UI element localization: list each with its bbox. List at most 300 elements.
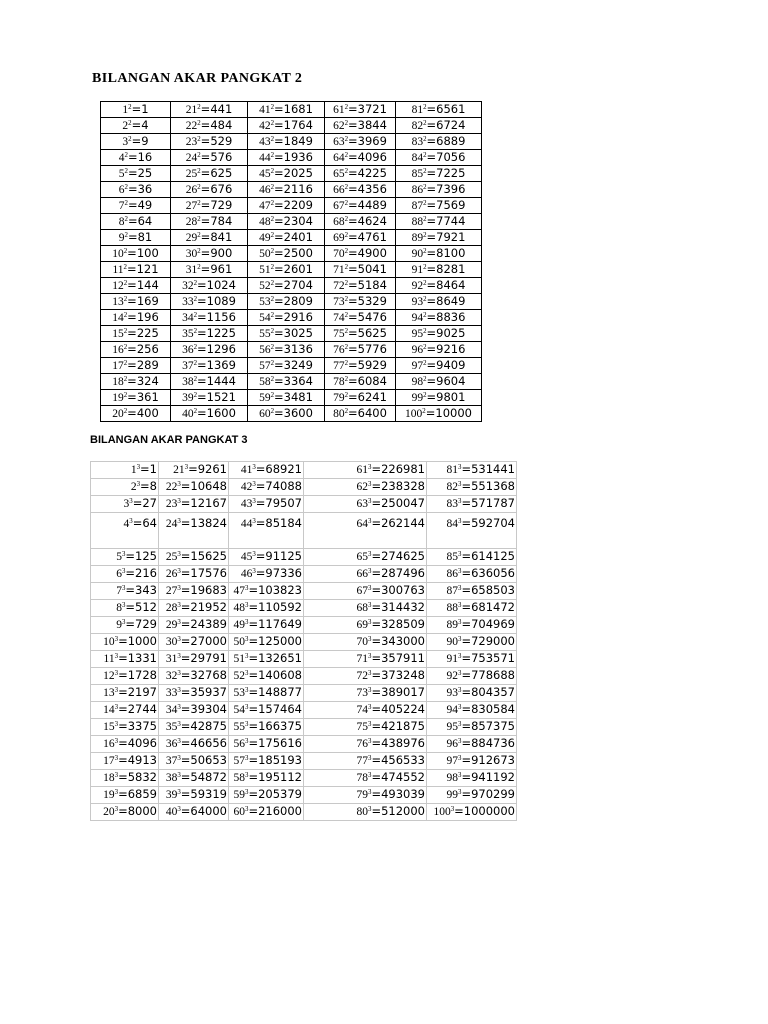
table-cell xyxy=(229,685,304,702)
table-cell xyxy=(101,214,171,230)
cell-equals: = xyxy=(348,358,358,372)
cell-exponent: 3 xyxy=(458,755,462,763)
cell-result: 474552 xyxy=(381,770,425,784)
cell-exponent: 3 xyxy=(136,464,141,472)
cell-exponent: 3 xyxy=(177,636,181,644)
cell-result: 238328 xyxy=(381,479,425,493)
cell-equals: = xyxy=(131,134,142,148)
cell-equals: = xyxy=(371,719,382,733)
cell-base: 13 xyxy=(112,296,124,308)
cell-base: 8 xyxy=(116,602,122,614)
cell-base: 42 xyxy=(259,120,271,132)
table-cell xyxy=(171,342,248,358)
cell-base: 13 xyxy=(103,687,115,699)
cell-equals: = xyxy=(426,278,437,292)
cell-base: 78 xyxy=(333,376,345,388)
cell-equals: = xyxy=(371,753,382,767)
cell-base: 28 xyxy=(185,216,198,228)
cell-result: 614125 xyxy=(471,549,515,563)
cell-result: 5476 xyxy=(357,310,387,324)
table-cell xyxy=(396,310,482,326)
cell-base: 20 xyxy=(103,806,115,818)
cell-base: 51 xyxy=(259,264,271,276)
table-cell xyxy=(396,182,482,198)
cell-exponent: 3 xyxy=(368,636,372,644)
cell-equals: = xyxy=(348,406,358,420)
cell-result: 4761 xyxy=(357,230,387,244)
cell-equals: = xyxy=(461,702,472,716)
cell-result: 3844 xyxy=(357,118,387,132)
cell-result: 1681 xyxy=(283,102,313,116)
cell-base: 82 xyxy=(446,481,458,493)
cell-base: 46 xyxy=(240,568,253,580)
table-cell xyxy=(427,462,517,479)
cell-result: 17576 xyxy=(190,566,227,580)
cell-equals: = xyxy=(125,583,136,597)
cell-result: 592704 xyxy=(471,516,515,530)
table-cell xyxy=(159,600,229,617)
table-cell xyxy=(101,230,171,246)
table-cell xyxy=(427,685,517,702)
table-cell xyxy=(101,102,171,118)
cell-base: 30 xyxy=(165,636,178,648)
cell-exponent: 2 xyxy=(123,296,128,304)
cell-base: 36 xyxy=(182,344,194,356)
cell-equals: = xyxy=(200,134,211,148)
cell-result: 2401 xyxy=(283,230,313,244)
cell-exponent: 3 xyxy=(121,551,126,559)
cell-exponent: 3 xyxy=(177,653,181,661)
cell-equals: = xyxy=(426,358,437,372)
cell-result: 5329 xyxy=(357,294,387,308)
cell-base: 74 xyxy=(333,312,345,324)
table-cell xyxy=(427,787,517,804)
cell-equals: = xyxy=(348,150,358,164)
cell-result: 64000 xyxy=(190,804,227,818)
cell-result: 148877 xyxy=(258,685,302,699)
cell-exponent: 3 xyxy=(245,585,249,593)
cell-equals: = xyxy=(426,166,437,180)
cell-result: 3364 xyxy=(283,374,313,388)
cell-result: 314432 xyxy=(381,600,425,614)
table2-title: BILANGAN AKAR PANGKAT 3 xyxy=(90,434,248,446)
cell-base: 3 xyxy=(122,136,129,148)
cell-base: 64 xyxy=(356,518,368,530)
cell-base: 6 xyxy=(118,184,125,196)
cell-result: 3600 xyxy=(283,406,313,420)
cell-base: 3 xyxy=(123,498,130,510)
cell-result: 175616 xyxy=(258,736,302,750)
table-cell xyxy=(229,804,304,821)
cell-exponent: 2 xyxy=(344,184,349,192)
cell-exponent: 2 xyxy=(344,408,349,416)
table-row xyxy=(91,462,517,479)
cell-exponent: 2 xyxy=(270,152,275,160)
cell-result: 5929 xyxy=(357,358,387,372)
cell-exponent: 2 xyxy=(344,360,349,368)
table-cell xyxy=(325,118,396,134)
table-cell xyxy=(171,294,248,310)
cell-equals: = xyxy=(126,262,137,276)
table-cell xyxy=(91,496,159,513)
cell-result: 300763 xyxy=(381,583,425,597)
cell-equals: = xyxy=(180,479,191,493)
cell-exponent: 2 xyxy=(423,376,427,384)
cell-exponent: 2 xyxy=(270,104,275,112)
cell-base: 54 xyxy=(233,704,245,716)
cell-equals: = xyxy=(180,753,191,767)
cell-base: 37 xyxy=(165,755,178,767)
cell-equals: = xyxy=(461,617,472,631)
cell-base: 47 xyxy=(259,200,271,212)
cell-exponent: 2 xyxy=(128,136,132,144)
table-cell xyxy=(91,804,159,821)
cell-base: 97 xyxy=(446,755,458,767)
cell-result: 551368 xyxy=(471,479,515,493)
cell-result: 441 xyxy=(210,102,233,116)
cell-result: 571787 xyxy=(471,496,515,510)
cell-exponent: 3 xyxy=(121,568,126,576)
cell-exponent: 3 xyxy=(245,772,249,780)
cell-equals: = xyxy=(200,166,211,180)
cell-base: 10 xyxy=(103,636,115,648)
cell-equals: = xyxy=(274,134,284,148)
cell-equals: = xyxy=(118,668,128,682)
cell-result: 373248 xyxy=(381,668,425,682)
table-cell xyxy=(248,118,325,134)
cell-exponent: 2 xyxy=(193,280,198,288)
cell-base: 67 xyxy=(333,200,345,212)
table-cell xyxy=(229,702,304,719)
cell-result: 185193 xyxy=(258,753,302,767)
cell-equals: = xyxy=(118,753,128,767)
cell-base: 100 xyxy=(433,806,451,818)
cell-result: 166375 xyxy=(258,719,302,733)
cell-equals: = xyxy=(127,166,138,180)
table-cell xyxy=(248,182,325,198)
table-cell xyxy=(91,617,159,634)
cell-base: 79 xyxy=(333,392,345,404)
cell-equals: = xyxy=(274,246,284,260)
cell-exponent: 3 xyxy=(252,498,256,506)
cell-equals: = xyxy=(348,310,358,324)
cell-base: 4 xyxy=(123,518,130,530)
cell-equals: = xyxy=(200,182,211,196)
cell-equals: = xyxy=(371,668,382,682)
cell-result: 54872 xyxy=(190,770,227,784)
cell-result: 287496 xyxy=(381,566,425,580)
cell-equals: = xyxy=(348,262,358,276)
cell-exponent: 2 xyxy=(197,152,201,160)
cell-exponent: 3 xyxy=(245,602,249,610)
cell-result: 2197 xyxy=(127,685,157,699)
cell-exponent: 2 xyxy=(270,360,275,368)
cell-base: 24 xyxy=(165,518,178,530)
cell-equals: = xyxy=(255,549,266,563)
cell-result: 81 xyxy=(137,230,153,244)
cell-equals: = xyxy=(426,118,437,132)
cell-base: 83 xyxy=(411,136,424,148)
cell-base: 67 xyxy=(356,585,368,597)
table-cell xyxy=(159,513,229,549)
table-cell xyxy=(304,600,427,617)
cell-base: 43 xyxy=(240,498,253,510)
cell-base: 14 xyxy=(112,312,124,324)
table-cell xyxy=(229,617,304,634)
cell-equals: = xyxy=(197,294,207,308)
cell-exponent: 2 xyxy=(270,408,275,416)
cell-equals: = xyxy=(200,230,211,244)
cell-exponent: 3 xyxy=(368,670,372,678)
cell-base: 61 xyxy=(333,104,345,116)
cell-exponent: 3 xyxy=(368,721,372,729)
cell-base: 55 xyxy=(233,721,245,733)
table-cell xyxy=(159,617,229,634)
cell-base: 68 xyxy=(356,602,368,614)
cell-result: 39304 xyxy=(190,702,227,716)
cell-equals: = xyxy=(197,390,207,404)
cell-equals: = xyxy=(180,668,191,682)
table-cell xyxy=(248,246,325,262)
cell-base: 9 xyxy=(118,232,125,244)
cell-base: 85 xyxy=(411,168,424,180)
cell-result: 32768 xyxy=(190,668,227,682)
cell-equals: = xyxy=(125,600,136,614)
cell-equals: = xyxy=(426,198,437,212)
cell-base: 63 xyxy=(333,136,345,148)
table-cell xyxy=(248,374,325,390)
table-cell xyxy=(171,246,248,262)
cell-exponent: 3 xyxy=(458,738,462,746)
cell-result: 4225 xyxy=(357,166,387,180)
cell-exponent: 3 xyxy=(177,602,181,610)
cell-base: 68 xyxy=(333,216,345,228)
cell-result: 658503 xyxy=(471,583,515,597)
cell-equals: = xyxy=(454,804,464,818)
table-row xyxy=(101,390,482,406)
cell-equals: = xyxy=(200,214,211,228)
cell-result: 1000000 xyxy=(463,804,515,818)
table-cell xyxy=(159,770,229,787)
cell-base: 80 xyxy=(333,408,345,420)
cell-base: 19 xyxy=(112,392,124,404)
cell-base: 69 xyxy=(356,619,368,631)
cell-equals: = xyxy=(132,496,143,510)
cell-equals: = xyxy=(426,230,437,244)
cell-result: 35937 xyxy=(190,685,227,699)
cell-result: 4489 xyxy=(357,198,387,212)
cell-result: 24389 xyxy=(190,617,227,631)
cell-equals: = xyxy=(248,685,259,699)
table-cell xyxy=(396,406,482,422)
cell-exponent: 3 xyxy=(368,653,372,661)
table-cell xyxy=(396,262,482,278)
table-cell xyxy=(325,262,396,278)
cell-exponent: 2 xyxy=(123,344,128,352)
cell-exponent: 3 xyxy=(114,721,119,729)
cell-equals: = xyxy=(197,278,207,292)
cell-exponent: 3 xyxy=(245,670,249,678)
cell-exponent: 2 xyxy=(423,280,427,288)
cell-equals: = xyxy=(348,374,358,388)
cell-result: 8464 xyxy=(436,278,466,292)
cell-result: 529 xyxy=(210,134,233,148)
cell-base: 74 xyxy=(356,704,368,716)
cell-equals: = xyxy=(140,479,150,493)
table-row xyxy=(91,702,517,719)
cell-result: 1 xyxy=(141,102,149,116)
cell-exponent: 3 xyxy=(458,464,462,472)
table-cell xyxy=(396,358,482,374)
table-cell xyxy=(248,230,325,246)
cell-exponent: 2 xyxy=(123,360,128,368)
cell-base: 91 xyxy=(411,264,424,276)
cell-equals: = xyxy=(127,310,137,324)
table-cell xyxy=(159,787,229,804)
table-cell xyxy=(304,804,427,821)
cell-base: 59 xyxy=(233,789,245,801)
cell-base: 82 xyxy=(411,120,424,132)
cell-exponent: 2 xyxy=(123,376,128,384)
cell-equals: = xyxy=(248,583,259,597)
table-cell xyxy=(91,513,159,549)
cell-exponent: 3 xyxy=(458,481,462,489)
cell-base: 50 xyxy=(259,248,271,260)
cell-result: 144 xyxy=(136,278,159,292)
cell-result: 438976 xyxy=(381,736,425,750)
table-row xyxy=(91,513,517,549)
cell-result: 681472 xyxy=(471,600,515,614)
cell-base: 19 xyxy=(103,789,115,801)
cell-exponent: 3 xyxy=(458,551,462,559)
cell-base: 58 xyxy=(259,376,271,388)
table-cell xyxy=(229,770,304,787)
cell-result: 64 xyxy=(137,214,153,228)
cell-result: 4096 xyxy=(127,736,157,750)
cell-exponent: 3 xyxy=(252,518,256,526)
cell-equals: = xyxy=(426,102,437,116)
cell-exponent: 2 xyxy=(123,408,128,416)
cell-base: 51 xyxy=(233,653,245,665)
table-cell xyxy=(91,736,159,753)
table-cell xyxy=(101,406,171,422)
cell-exponent: 2 xyxy=(270,328,275,336)
cell-base: 35 xyxy=(165,721,178,733)
table-cell xyxy=(427,583,517,600)
cell-exponent: 2 xyxy=(270,120,275,128)
cell-exponent: 3 xyxy=(177,755,181,763)
cubes-table xyxy=(90,461,517,821)
cell-exponent: 2 xyxy=(344,216,349,224)
cell-equals: = xyxy=(274,262,284,276)
cell-equals: = xyxy=(197,326,207,340)
cell-equals: = xyxy=(371,516,382,530)
cell-equals: = xyxy=(125,549,136,563)
cell-base: 97 xyxy=(411,360,424,372)
cell-equals: = xyxy=(274,406,284,420)
table-cell xyxy=(171,214,248,230)
cell-equals: = xyxy=(371,549,382,563)
table-row xyxy=(101,102,482,118)
cell-equals: = xyxy=(371,462,382,476)
cell-equals: = xyxy=(371,685,382,699)
table-cell xyxy=(229,736,304,753)
table-row xyxy=(91,566,517,583)
cell-result: 110592 xyxy=(258,600,302,614)
cell-equals: = xyxy=(180,685,191,699)
cell-base: 18 xyxy=(112,376,124,388)
cell-exponent: 3 xyxy=(450,806,455,814)
cell-exponent: 3 xyxy=(368,704,372,712)
cell-exponent: 2 xyxy=(193,296,198,304)
cell-base: 94 xyxy=(411,312,424,324)
cell-exponent: 3 xyxy=(368,772,372,780)
cell-equals: = xyxy=(248,719,259,733)
table-cell xyxy=(91,600,159,617)
cell-exponent: 2 xyxy=(193,392,198,400)
cell-result: 8100 xyxy=(436,246,466,260)
table-cell xyxy=(325,246,396,262)
cell-base: 10 xyxy=(112,248,124,260)
cell-result: 400 xyxy=(136,406,159,420)
table-cell xyxy=(248,310,325,326)
cell-result: 1764 xyxy=(283,118,313,132)
cell-equals: = xyxy=(348,294,358,308)
cell-equals: = xyxy=(371,566,382,580)
cell-result: 2209 xyxy=(283,198,313,212)
cell-equals: = xyxy=(461,685,472,699)
cell-exponent: 3 xyxy=(177,721,181,729)
cell-result: 8281 xyxy=(436,262,466,276)
cell-result: 85184 xyxy=(265,516,302,530)
table-row xyxy=(91,600,517,617)
cell-equals: = xyxy=(197,406,207,420)
cell-result: 289 xyxy=(136,358,159,372)
cell-equals: = xyxy=(461,668,472,682)
cell-result: 3249 xyxy=(283,358,313,372)
cell-base: 34 xyxy=(165,704,178,716)
table-cell xyxy=(229,479,304,496)
cell-result: 357911 xyxy=(381,651,425,665)
table-cell xyxy=(427,566,517,583)
cell-exponent: 2 xyxy=(124,232,128,240)
table-cell xyxy=(91,753,159,770)
table-cell xyxy=(325,374,396,390)
cell-result: 2916 xyxy=(283,310,313,324)
table-row xyxy=(101,262,482,278)
cell-equals: = xyxy=(248,770,259,784)
cell-base: 84 xyxy=(411,152,424,164)
table-cell xyxy=(396,102,482,118)
table1-title: BILANGAN AKAR PANGKAT 2 xyxy=(92,71,303,86)
table-cell xyxy=(101,278,171,294)
cell-result: 729 xyxy=(135,617,157,631)
cell-equals: = xyxy=(248,702,259,716)
table-row xyxy=(91,617,517,634)
table-row xyxy=(101,230,482,246)
cell-base: 76 xyxy=(356,738,368,750)
cell-equals: = xyxy=(180,549,191,563)
table-cell xyxy=(248,166,325,182)
cell-base: 57 xyxy=(233,755,245,767)
cell-exponent: 3 xyxy=(245,636,249,644)
cell-equals: = xyxy=(127,150,138,164)
cell-base: 41 xyxy=(240,464,253,476)
cell-equals: = xyxy=(274,182,284,196)
cell-result: 3136 xyxy=(283,342,313,356)
cell-base: 50 xyxy=(233,636,245,648)
table-cell xyxy=(101,198,171,214)
